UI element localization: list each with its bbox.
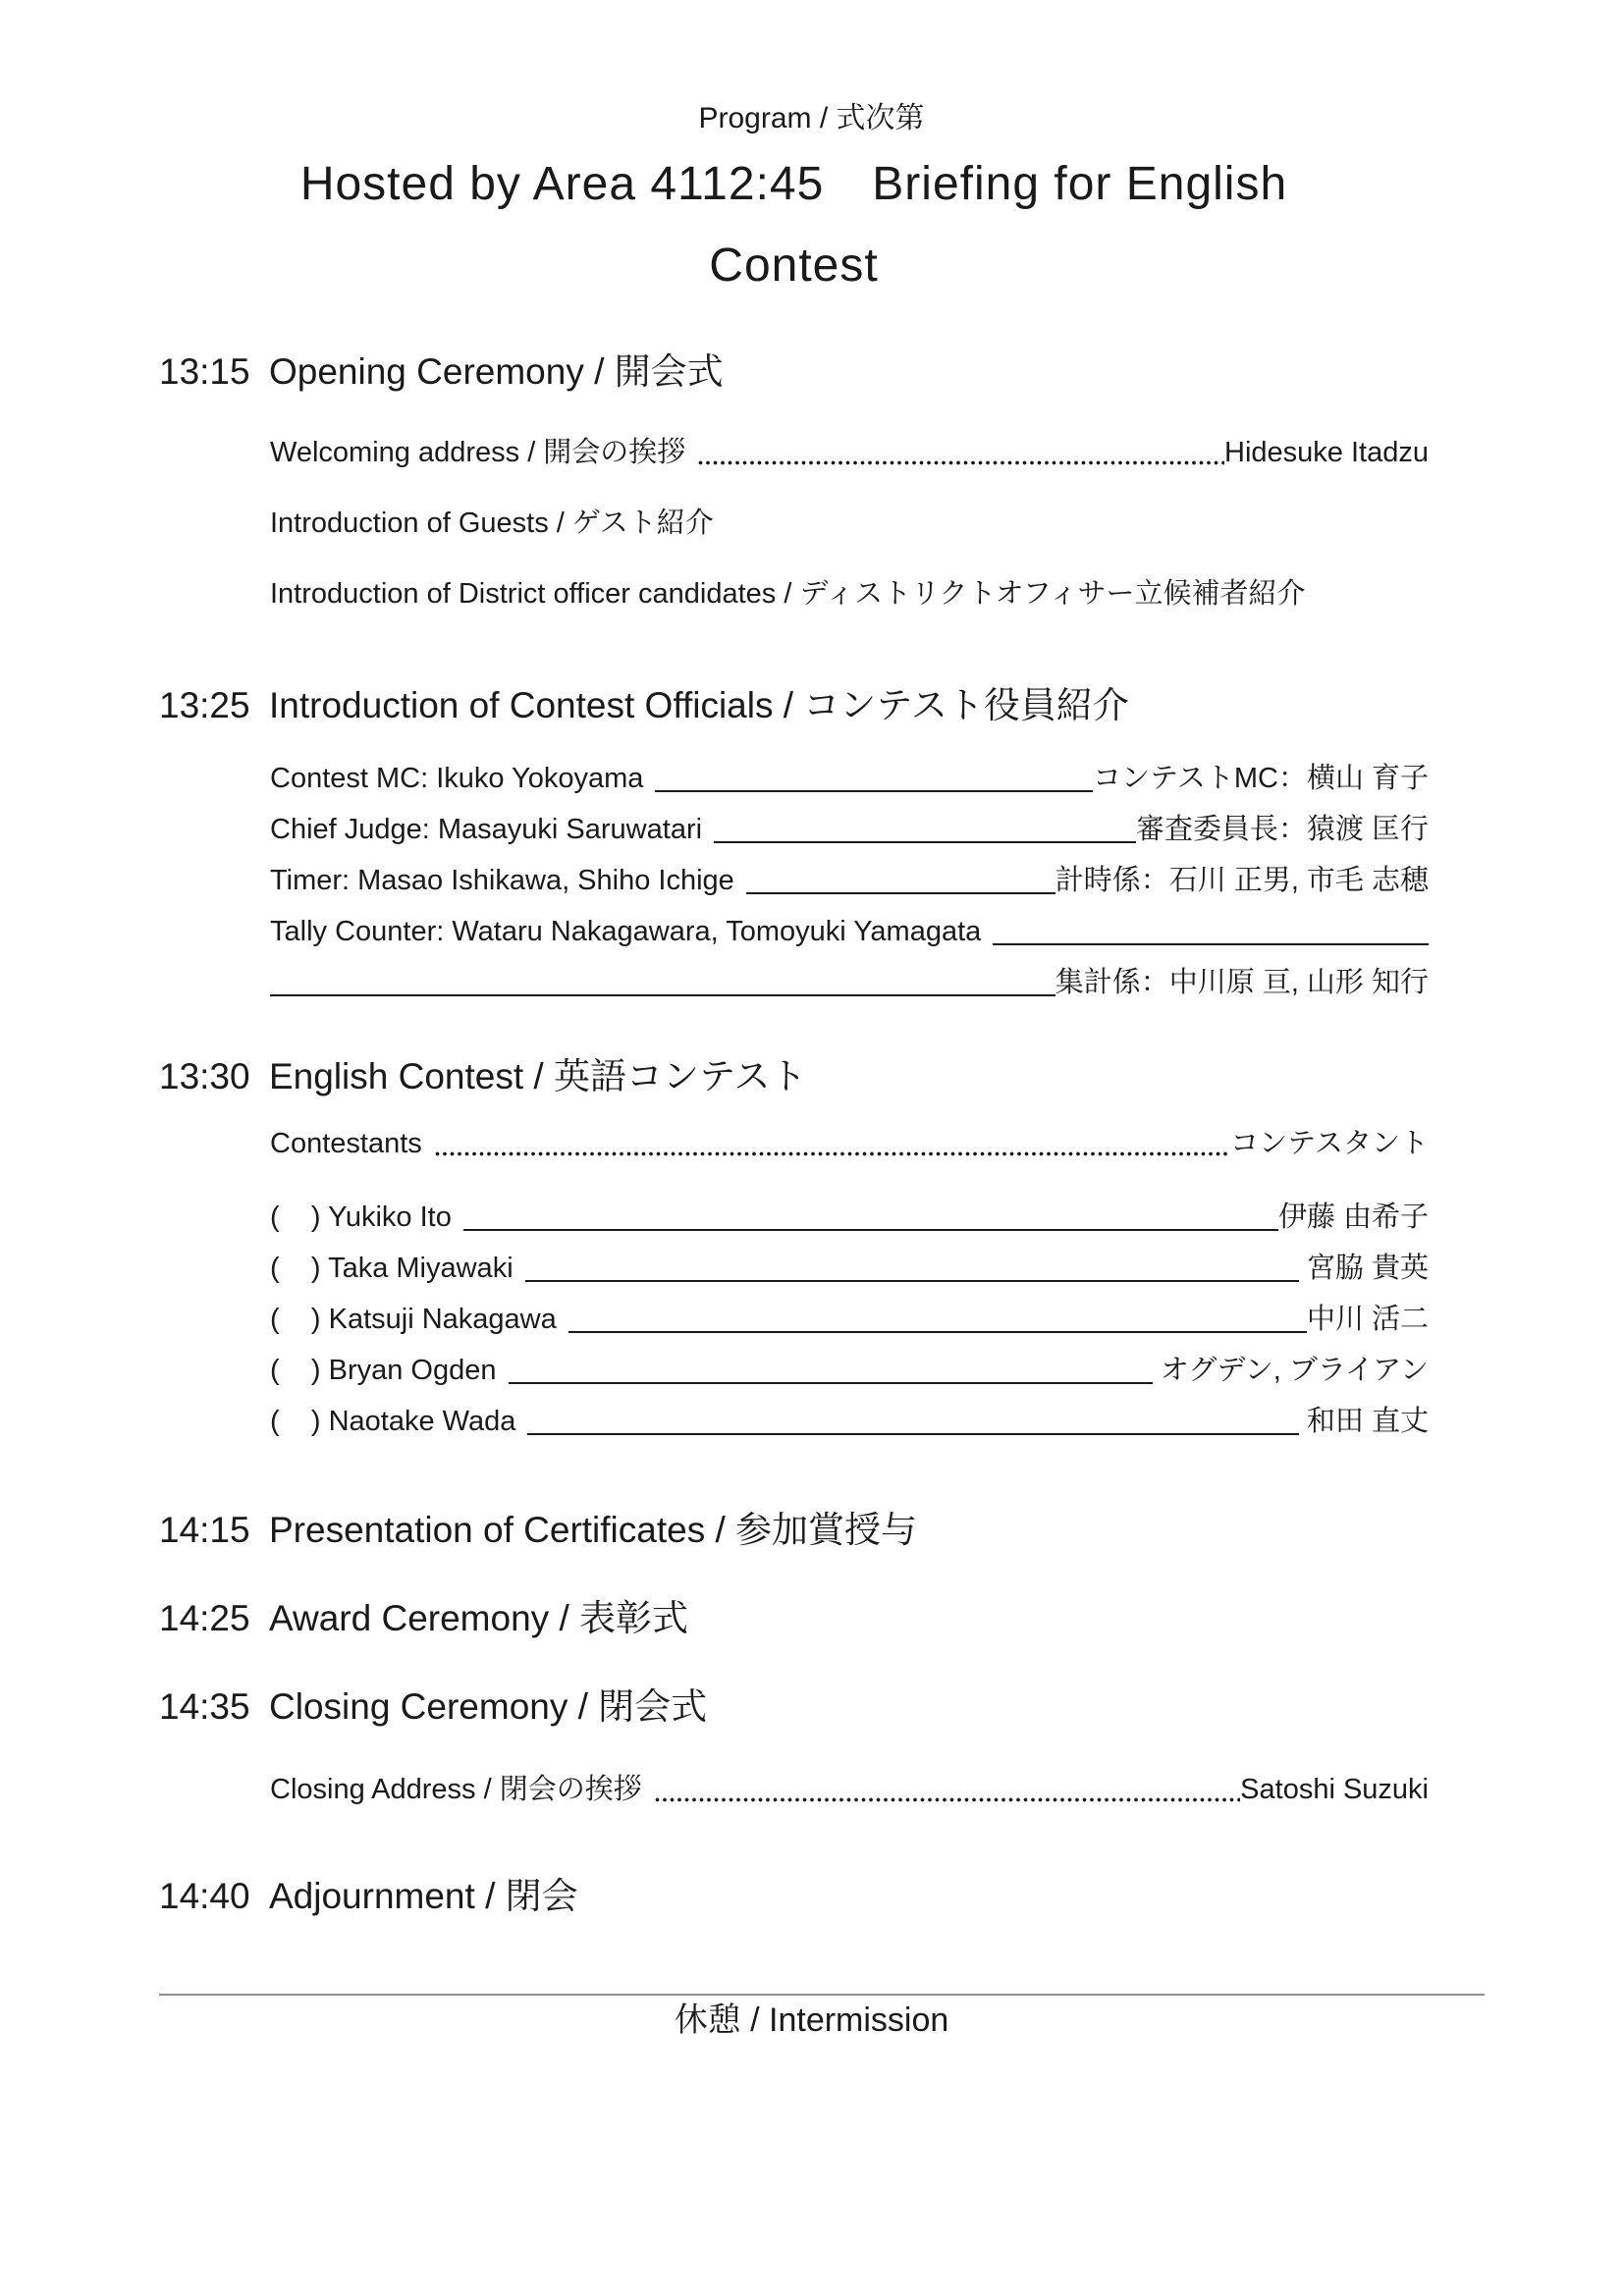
- section-rows: [270, 1125, 1429, 1440]
- section-rows: [270, 434, 1429, 613]
- section-heading: [159, 1874, 1429, 1919]
- blank-line: [527, 1433, 1299, 1435]
- program-row: [270, 434, 1429, 471]
- blank-line: [714, 841, 1136, 843]
- page-title-line-1: Hosted by Area 4112:45 Briefing for English: [299, 158, 1288, 210]
- dot-leader: [697, 459, 1224, 466]
- section-contest-officials: [159, 683, 1429, 1001]
- section-title: Opening Ceremony / 開会式: [269, 351, 724, 392]
- row-label: Chief Judge: Masayuki Saruwatari: [270, 814, 703, 845]
- row-value: 審査委員長：猿渡 匡行: [1135, 814, 1429, 845]
- program-row: [270, 575, 1429, 613]
- contestant-row: [270, 1301, 1429, 1338]
- section-award-ceremony: [159, 1596, 1429, 1641]
- blank-line: [568, 1331, 1307, 1333]
- dot-leader: [434, 1150, 1230, 1157]
- contestant-row: [270, 1199, 1429, 1236]
- section-heading: [159, 1054, 1429, 1099]
- program-row-continuation: [270, 964, 1429, 1001]
- blank-line: [746, 892, 1055, 894]
- section-heading: [159, 349, 1429, 395]
- blank-line: [509, 1382, 1153, 1384]
- row-value: 宮脇 貴英: [1298, 1253, 1429, 1284]
- section-title: English Contest / 英語コンテスト: [269, 1056, 807, 1096]
- contestant-row: [270, 1352, 1429, 1389]
- section-adjournment: [159, 1874, 1429, 1919]
- program-row: [270, 760, 1429, 797]
- program-row: [270, 913, 1429, 950]
- section-title: Adjournment / 閉会: [269, 1876, 578, 1916]
- row-label: Timer: Masao Ishikawa, Shiho Ichige: [270, 865, 734, 896]
- row-label: Introduction of District officer candidates / ディストリクトオフィサー立候補者紹介: [270, 578, 1306, 610]
- intermission-label: 休憩 / Intermission: [674, 2002, 949, 2039]
- blank-line: [463, 1229, 1278, 1231]
- program-row: [270, 862, 1429, 899]
- row-label: ( ) Taka Miyawaki: [270, 1253, 514, 1284]
- row-value: 集計係：中川原 亘, 山形 知行: [1055, 967, 1429, 998]
- section-time: 13:15: [159, 351, 250, 392]
- row-value: 中川 活二: [1306, 1304, 1429, 1335]
- document-kicker: Program / 式次第: [698, 102, 925, 134]
- row-value: 和田 直丈: [1298, 1406, 1429, 1437]
- blank-line: [993, 943, 1429, 945]
- blank-line: [525, 1280, 1299, 1282]
- section-closing-ceremony: [159, 1684, 1429, 1808]
- section-time: 14:25: [159, 1598, 250, 1638]
- row-label: Introduction of Guests / ゲスト紹介: [270, 507, 714, 539]
- row-label: ( ) Bryan Ogden: [270, 1355, 497, 1386]
- row-label: Tally Counter: Wataru Nakagawara, Tomoyuki Yamagata: [270, 916, 982, 947]
- blank-line: [270, 994, 1055, 996]
- program-row: [270, 1771, 1429, 1808]
- row-value: コンテスタント: [1230, 1128, 1429, 1159]
- section-english-contest: [159, 1054, 1429, 1440]
- section-time: 14:15: [159, 1510, 250, 1550]
- row-value: 計時係：石川 正男, 市毛 志穂: [1055, 865, 1429, 896]
- section-time: 14:35: [159, 1686, 250, 1727]
- row-label: Welcoming address / 開会の挨拶: [270, 437, 686, 468]
- row-label: Contestants: [270, 1128, 422, 1159]
- page-title-line-2: Contest: [709, 240, 879, 292]
- section-heading: [159, 1684, 1429, 1730]
- section-rows: [270, 760, 1429, 1001]
- program-row: [270, 505, 1429, 542]
- row-label: ( ) Katsuji Nakagawa: [270, 1304, 557, 1335]
- page-title: [159, 143, 1429, 306]
- row-value: オグデン, ブライアン: [1152, 1355, 1429, 1386]
- section-rows: [270, 1771, 1429, 1808]
- section-title: Introduction of Contest Officials / コンテスト役員紹介: [269, 685, 1129, 725]
- section-title: Presentation of Certificates / 参加賞授与: [269, 1510, 918, 1550]
- section-time: 13:25: [159, 685, 250, 725]
- section-opening-ceremony: [159, 349, 1429, 613]
- row-value: コンテストMC：横山 育子: [1093, 763, 1429, 794]
- section-certificates: [159, 1508, 1429, 1553]
- blank-line: [655, 790, 1093, 792]
- section-heading: [159, 1508, 1429, 1553]
- row-value: Hidesuke Itadzu: [1224, 437, 1429, 468]
- section-time: 14:40: [159, 1876, 250, 1916]
- separator-line: [159, 1994, 1485, 1996]
- section-title: Closing Ceremony / 閉会式: [269, 1686, 708, 1727]
- section-heading: [159, 1596, 1429, 1641]
- row-value: Satoshi Suzuki: [1240, 1774, 1429, 1805]
- section-title: Award Ceremony / 表彰式: [269, 1598, 688, 1638]
- row-label: ( ) Naotake Wada: [270, 1406, 516, 1437]
- section-time: 13:30: [159, 1056, 250, 1096]
- dot-leader: [654, 1796, 1240, 1803]
- row-label: ( ) Yukiko Ito: [270, 1201, 452, 1233]
- contestant-row: [270, 1403, 1429, 1440]
- contestant-row: [270, 1250, 1429, 1287]
- row-label: Contest MC: Ikuko Yokoyama: [270, 763, 644, 794]
- row-label: Closing Address / 閉会の挨拶: [270, 1774, 642, 1805]
- program-row: [270, 811, 1429, 848]
- row-value: 伊藤 由希子: [1277, 1201, 1429, 1233]
- section-heading: [159, 683, 1429, 728]
- program-row: [270, 1125, 1429, 1162]
